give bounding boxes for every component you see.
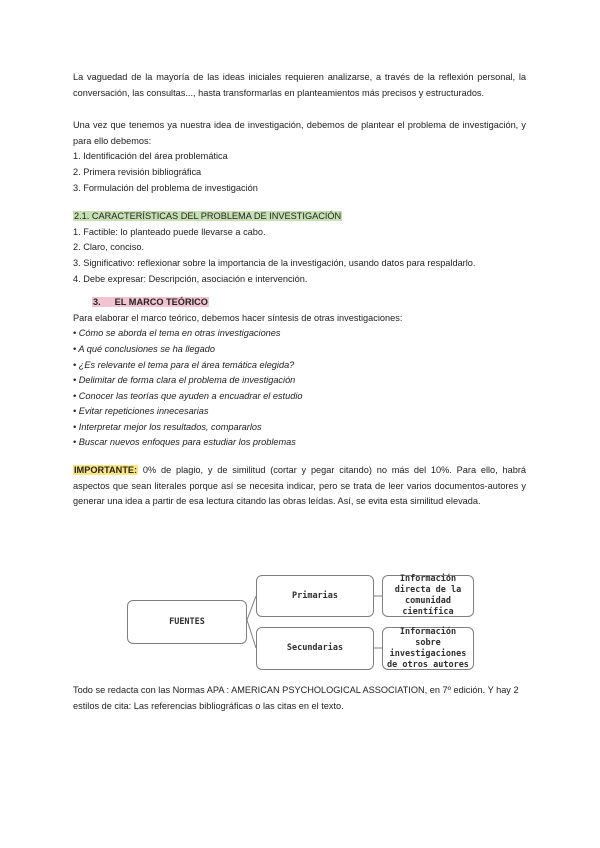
problem-step: 3. Formulación del problema de investigación — [73, 182, 258, 193]
list-item: • Delimitar de forma clara el problema de investigación — [73, 375, 296, 386]
list-item: • A qué conclusiones se ha llegado — [73, 343, 215, 354]
list-item: • Cómo se aborda el tema en otras investigaciones — [73, 328, 281, 339]
secondary-description-node: Información sobre investigaciones de otros autores — [382, 627, 474, 670]
fuentes-node: FUENTES — [127, 600, 247, 644]
marco-lead: Para elaborar el marco teórico, debemos hacer síntesis de otras investigaciones: — [73, 312, 403, 323]
problem-lead: Una vez que tenemos ya nuestra idea de investigación, debemos de plantear el problema de investigación, y para ello debemos: — [73, 120, 526, 146]
marco-bullet-list — [73, 326, 526, 451]
important-note: IMPORTANTE: 0% de plagio, y de similitud (cortar y pegar citando) no más del 10%. Para ello, habrá aspectos que sean literales porque así se necesita indicar, pero se trata de leer varios documentos-autores y generar una idea a partir de esa lectura citando las obras leídas. Así, se evita esta similitud elevada. — [73, 465, 526, 507]
characteristics-item: 4. Debe expresar: Descripción, asociación e intervención. — [73, 273, 308, 284]
characteristics-item: 2. Claro, conciso. — [73, 242, 144, 253]
list-item: • Conocer las teorías que ayuden a encuadrar el estudio — [73, 390, 303, 401]
secundarias-node: Secundarias — [256, 627, 374, 670]
document-body — [73, 70, 526, 510]
marco-heading: 3. EL MARCO TEÓRICO — [93, 297, 208, 308]
list-item: • Evitar repeticiones innecesarias — [73, 406, 209, 417]
list-item: • ¿Es relevante el tema para el área temática elegida? — [73, 359, 295, 370]
problem-step: 2. Primera revisión bibliográfica — [73, 166, 202, 177]
footer-paragraph: Todo se redacta con las Normas APA : AMERICAN PSYCHOLOGICAL ASSOCIATION, en 7º edición. Y hay 2 estilos de cita: Las referencias bibliográficas o las citas en el texto. — [73, 685, 519, 711]
sources-diagram — [127, 572, 477, 672]
primarias-node: Primarias — [256, 575, 374, 617]
list-item: • Interpretar mejor los resultados, compararlos — [73, 421, 262, 432]
characteristics-heading: 2.1. CARACTERÍSTICAS DEL PROBLEMA DE INVESTIGACIÓN — [74, 211, 342, 222]
characteristics-item: 3. Significativo: reflexionar sobre la importancia de la investigación, usando datos para respaldarlo. — [73, 257, 476, 268]
list-item: • Buscar nuevos enfoques para estudiar los problemas — [73, 437, 296, 448]
intro-paragraph: La vaguedad de la mayoría de las ideas iniciales requieren analizarse, a través de la reflexión personal, la conversación, las consultas..., hasta transformarlas en planteamientos más precisos y estructurados. — [73, 72, 526, 98]
primary-description-node: Información directa de la comunidad científica — [382, 575, 474, 617]
characteristics-item: 1. Factible: lo planteado puede llevarse a cabo. — [73, 226, 266, 237]
problem-step: 1. Identificación del área problemática — [73, 151, 228, 162]
important-label: IMPORTANTE: — [74, 465, 138, 476]
